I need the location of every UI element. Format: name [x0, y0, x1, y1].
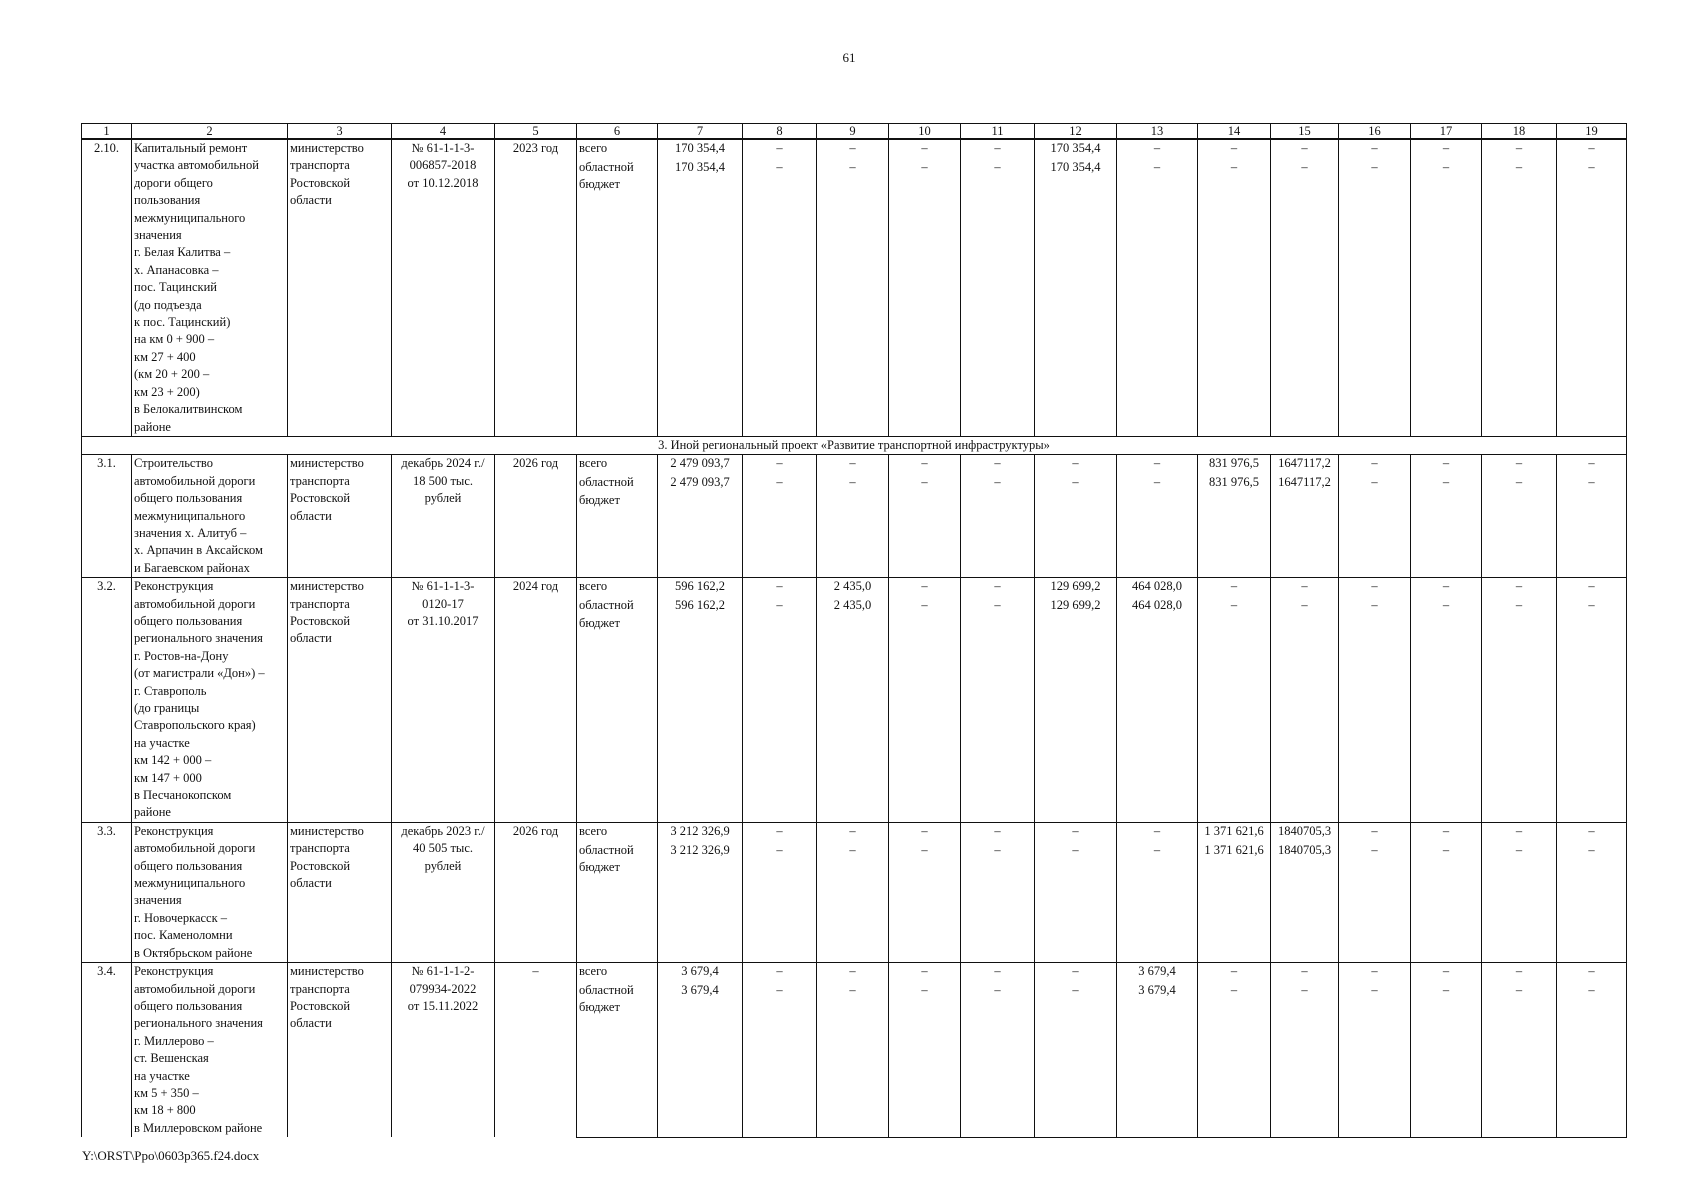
value-cell: –	[1411, 842, 1482, 963]
value-cell: 831 976,5	[1198, 455, 1271, 474]
value-cell: 129 699,2	[1035, 578, 1117, 597]
value-cell: 3 679,4	[1117, 982, 1198, 1137]
value-cell: –	[1411, 822, 1482, 841]
value-cell: –	[1198, 159, 1271, 436]
value-cell: –	[1411, 597, 1482, 822]
value-cell: –	[1411, 982, 1482, 1137]
value-cell: –	[1557, 474, 1627, 577]
value-cell: 596 162,2	[658, 597, 743, 822]
header-cell: 6	[577, 124, 658, 140]
funding-source: всего	[577, 822, 658, 841]
value-cell: –	[1339, 982, 1411, 1137]
footer-file-path: Y:\ORST\Ppo\0603p365.f24.docx	[82, 1148, 260, 1163]
value-cell: –	[1198, 139, 1271, 159]
value-cell: –	[1411, 139, 1482, 159]
table-row	[82, 455, 1627, 474]
value-cell: 170 354,4	[658, 159, 743, 436]
value-cell: –	[961, 159, 1035, 436]
executor: министерство транспорта Ростовской области	[288, 822, 392, 962]
value-cell: –	[1339, 578, 1411, 597]
header-cell: 15	[1271, 124, 1339, 140]
value-cell: –	[889, 842, 961, 963]
value-cell: –	[1557, 578, 1627, 597]
header-cell: 19	[1557, 124, 1627, 140]
value-cell: –	[1339, 822, 1411, 841]
completion-year: 2026 год	[495, 822, 577, 962]
value-cell: –	[1339, 597, 1411, 822]
value-cell: –	[1271, 578, 1339, 597]
value-cell: 596 162,2	[658, 578, 743, 597]
value-cell: –	[1482, 597, 1557, 822]
header-cell: 7	[658, 124, 743, 140]
funding-source: областной бюджет	[577, 597, 658, 822]
value-cell: –	[743, 139, 817, 159]
value-cell: –	[961, 982, 1035, 1137]
value-cell: 1 371 621,6	[1198, 842, 1271, 963]
value-cell: –	[743, 822, 817, 841]
value-cell: –	[1339, 455, 1411, 474]
value-cell: 1840705,3	[1271, 822, 1339, 841]
document-ref: декабрь 2023 г./ 40 505 тыс. рублей	[392, 822, 495, 962]
row-number: 2.10.	[82, 139, 132, 436]
value-cell: –	[1482, 139, 1557, 159]
value-cell: –	[889, 963, 961, 982]
funding-source: всего	[577, 578, 658, 597]
value-cell: 1840705,3	[1271, 842, 1339, 963]
value-cell: –	[1482, 963, 1557, 982]
header-cell: 8	[743, 124, 817, 140]
value-cell: –	[1271, 963, 1339, 982]
header-cell: 1	[82, 124, 132, 140]
value-cell: 170 354,4	[658, 139, 743, 159]
value-cell: –	[743, 597, 817, 822]
row-number: 3.3.	[82, 822, 132, 962]
header-row	[82, 124, 1627, 140]
header-cell: 18	[1482, 124, 1557, 140]
value-cell: –	[1117, 474, 1198, 577]
value-cell: 1647117,2	[1271, 474, 1339, 577]
value-cell: –	[1482, 822, 1557, 841]
value-cell: 464 028,0	[1117, 597, 1198, 822]
value-cell: 2 479 093,7	[658, 455, 743, 474]
object-name: Реконструкция автомобильной дороги общего пользования межмуниципального значения г. Новочеркасск – пос. Каменоломни в Октябрьском районе	[132, 822, 288, 962]
object-name: Реконструкция автомобильной дороги общего пользования регионального значения г. Ростов-на-Дону (от магистрали «Дон») – г. Ставрополь (до границы Ставропольского края) на участке км 142 + 000 – км 147 + 000 в Песчанокопском районе	[132, 578, 288, 823]
value-cell: –	[817, 474, 889, 577]
value-cell: 2 479 093,7	[658, 474, 743, 577]
value-cell: –	[1339, 842, 1411, 963]
value-cell: –	[1557, 455, 1627, 474]
value-cell: –	[889, 822, 961, 841]
value-cell: –	[1035, 842, 1117, 963]
header-cell: 4	[392, 124, 495, 140]
header-cell: 14	[1198, 124, 1271, 140]
value-cell: 3 679,4	[658, 963, 743, 982]
value-cell: –	[1482, 982, 1557, 1137]
value-cell: –	[1482, 159, 1557, 436]
value-cell: –	[1411, 159, 1482, 436]
program-table	[81, 123, 1627, 1138]
value-cell: –	[1482, 578, 1557, 597]
value-cell: –	[1198, 578, 1271, 597]
value-cell: –	[817, 159, 889, 436]
value-cell: –	[743, 963, 817, 982]
row-number: 3.1.	[82, 455, 132, 578]
document-ref: № 61-1-1-2- 079934-2022 от 15.11.2022	[392, 963, 495, 1138]
value-cell: –	[817, 982, 889, 1137]
value-cell: –	[817, 139, 889, 159]
value-cell: –	[1035, 474, 1117, 577]
value-cell: –	[1035, 455, 1117, 474]
value-cell: –	[889, 982, 961, 1137]
object-name: Строительство автомобильной дороги общего пользования межмуниципального значения х. Алитуб – х. Арпачин в Аксайском и Багаевском районах	[132, 455, 288, 578]
value-cell: 170 354,4	[1035, 139, 1117, 159]
value-cell: 831 976,5	[1198, 474, 1271, 577]
funding-source: всего	[577, 139, 658, 159]
value-cell: –	[961, 842, 1035, 963]
table-row	[82, 139, 1627, 159]
executor: министерство транспорта Ростовской области	[288, 139, 392, 436]
value-cell: –	[1339, 474, 1411, 577]
value-cell: –	[1482, 842, 1557, 963]
value-cell: –	[817, 842, 889, 963]
document-ref: декабрь 2024 г./ 18 500 тыс. рублей	[392, 455, 495, 578]
value-cell: 3 212 326,9	[658, 822, 743, 841]
page-number: 61	[842, 50, 856, 65]
value-cell: –	[1271, 159, 1339, 436]
value-cell: –	[889, 455, 961, 474]
header-cell: 5	[495, 124, 577, 140]
value-cell: –	[1339, 963, 1411, 982]
funding-source: областной бюджет	[577, 159, 658, 436]
header-cell: 3	[288, 124, 392, 140]
value-cell: –	[961, 455, 1035, 474]
value-cell: –	[1557, 963, 1627, 982]
header-cell: 9	[817, 124, 889, 140]
row-number: 3.2.	[82, 578, 132, 823]
value-cell: –	[961, 474, 1035, 577]
value-cell: –	[743, 842, 817, 963]
executor: министерство транспорта Ростовской области	[288, 963, 392, 1138]
value-cell: –	[889, 139, 961, 159]
value-cell: 1647117,2	[1271, 455, 1339, 474]
value-cell: 1 371 621,6	[1198, 822, 1271, 841]
value-cell: –	[1198, 597, 1271, 822]
value-cell: –	[1482, 455, 1557, 474]
value-cell: 129 699,2	[1035, 597, 1117, 822]
value-cell: –	[817, 455, 889, 474]
value-cell: –	[743, 982, 817, 1137]
row-number: 3.4.	[82, 963, 132, 1138]
value-cell: –	[1482, 474, 1557, 577]
value-cell: –	[1117, 139, 1198, 159]
header-cell: 10	[889, 124, 961, 140]
object-name: Капитальный ремонт участка автомобильной дороги общего пользования межмуниципального значения г. Белая Калитва – х. Апанасовка – пос. Тацинский (до подъезда к пос. Тацинский) на км 0 + 900 – км 27 + 400 (км 20 + 200 – км 23 + 200) в Белокалитвинском районе	[132, 139, 288, 436]
value-cell: –	[1411, 578, 1482, 597]
value-cell: –	[961, 963, 1035, 982]
value-cell: 3 679,4	[658, 982, 743, 1137]
value-cell: –	[817, 963, 889, 982]
value-cell: –	[1035, 822, 1117, 841]
value-cell: 2 435,0	[817, 578, 889, 597]
value-cell: –	[1198, 982, 1271, 1137]
value-cell: –	[743, 159, 817, 436]
table-row	[82, 822, 1627, 841]
value-cell: –	[961, 597, 1035, 822]
value-cell: –	[961, 578, 1035, 597]
funding-source: областной бюджет	[577, 474, 658, 577]
header-cell: 17	[1411, 124, 1482, 140]
value-cell: –	[1035, 963, 1117, 982]
value-cell: 2 435,0	[817, 597, 889, 822]
value-cell: –	[1557, 842, 1627, 963]
value-cell: –	[961, 139, 1035, 159]
funding-source: областной бюджет	[577, 982, 658, 1137]
value-cell: –	[1035, 982, 1117, 1137]
section-title: 3. Иной региональный проект «Развитие транспортной инфраструктуры»	[82, 436, 1627, 454]
value-cell: 3 679,4	[1117, 963, 1198, 982]
funding-source: областной бюджет	[577, 842, 658, 963]
value-cell: –	[1198, 963, 1271, 982]
value-cell: –	[1557, 982, 1627, 1137]
header-cell: 12	[1035, 124, 1117, 140]
value-cell: –	[889, 159, 961, 436]
document-ref: № 61-1-1-3- 006857-2018 от 10.12.2018	[392, 139, 495, 436]
funding-source: всего	[577, 455, 658, 474]
value-cell: –	[1339, 159, 1411, 436]
table-row	[82, 578, 1627, 597]
value-cell: –	[1411, 474, 1482, 577]
value-cell: –	[889, 597, 961, 822]
table-row	[82, 963, 1627, 982]
executor: министерство транспорта Ростовской области	[288, 455, 392, 578]
value-cell: –	[1271, 982, 1339, 1137]
value-cell: –	[1339, 139, 1411, 159]
value-cell: –	[1117, 159, 1198, 436]
value-cell: –	[743, 455, 817, 474]
value-cell: –	[1271, 597, 1339, 822]
funding-source: всего	[577, 963, 658, 982]
value-cell: –	[1557, 597, 1627, 822]
completion-year: 2024 год	[495, 578, 577, 823]
object-name: Реконструкция автомобильной дороги общего пользования регионального значения г. Миллерово – ст. Вешенская на участке км 5 + 350 – км 18 + 800 в Миллеровском районе	[132, 963, 288, 1138]
executor: министерство транспорта Ростовской области	[288, 578, 392, 823]
value-cell: –	[743, 578, 817, 597]
value-cell: 170 354,4	[1035, 159, 1117, 436]
value-cell: –	[743, 474, 817, 577]
value-cell: –	[1557, 159, 1627, 436]
completion-year: 2023 год	[495, 139, 577, 436]
value-cell: –	[1557, 822, 1627, 841]
value-cell: –	[1411, 455, 1482, 474]
value-cell: –	[817, 822, 889, 841]
value-cell: –	[1117, 822, 1198, 841]
value-cell: 3 212 326,9	[658, 842, 743, 963]
header-cell: 2	[132, 124, 288, 140]
header-cell: 11	[961, 124, 1035, 140]
value-cell: –	[1117, 455, 1198, 474]
value-cell: –	[1411, 963, 1482, 982]
value-cell: –	[1271, 139, 1339, 159]
section-row	[82, 436, 1627, 454]
value-cell: –	[961, 822, 1035, 841]
value-cell: 464 028,0	[1117, 578, 1198, 597]
completion-year: 2026 год	[495, 455, 577, 578]
document-ref: № 61-1-1-3- 0120-17 от 31.10.2017	[392, 578, 495, 823]
completion-year: –	[495, 963, 577, 1138]
value-cell: –	[1557, 139, 1627, 159]
header-cell: 13	[1117, 124, 1198, 140]
value-cell: –	[889, 474, 961, 577]
header-cell: 16	[1339, 124, 1411, 140]
value-cell: –	[1117, 842, 1198, 963]
value-cell: –	[889, 578, 961, 597]
